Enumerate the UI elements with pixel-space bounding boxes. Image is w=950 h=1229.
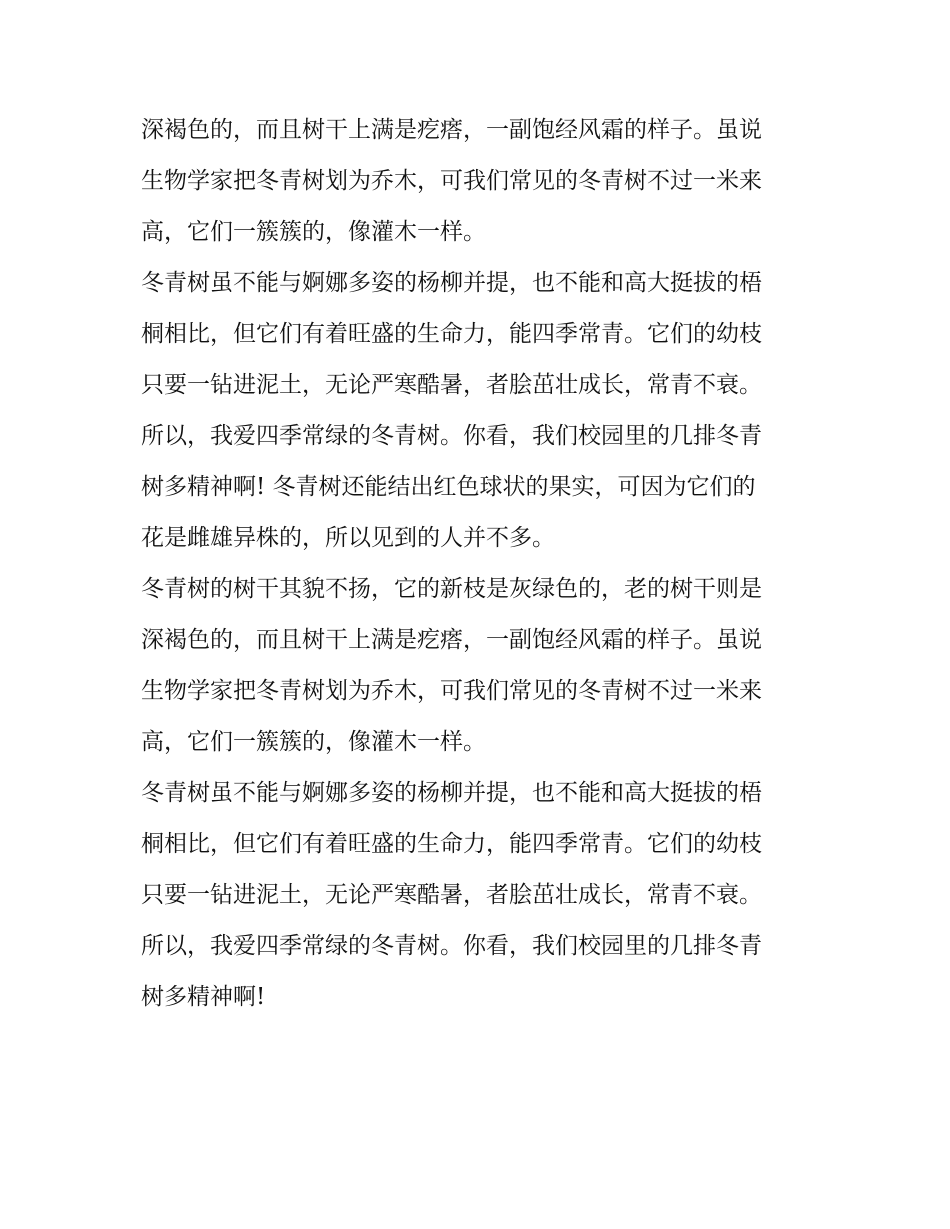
text-line: 树多精神啊! — [141, 984, 266, 1010]
text-line: 冬青树的树干其貌不扬，它的新枝是灰绿色的，老的树干则是 — [141, 576, 762, 602]
text-line: 深褐色的，而且树干上满是疙瘩，一副饱经风霜的样子。虽说 — [141, 627, 762, 653]
body-text — [141, 105, 821, 1023]
text-line: 花是雌雄异株的，所以见到的人并不多。 — [141, 525, 555, 551]
text-line: 桐相比，但它们有着旺盛的生命力，能四季常青。它们的幼枝 — [141, 831, 762, 857]
text-line: 树多精神啊! 冬青树还能结出红色球状的果实，可因为它们的 — [141, 474, 756, 500]
text-line: 只要一钻进泥土，无论严寒酷暑，者脍茁壮成长，常青不衰。 — [141, 372, 762, 398]
text-line: 冬青树虽不能与婀娜多姿的杨柳并提，也不能和高大挺拔的梧 — [141, 780, 762, 806]
text-line: 桐相比，但它们有着旺盛的生命力，能四季常青。它们的幼枝 — [141, 321, 762, 347]
text-line: 高，它们一簇簇的，像灌木一样。 — [141, 219, 486, 245]
text-line: 生物学家把冬青树划为乔木，可我们常见的冬青树不过一米来 — [141, 678, 762, 704]
text-line: 所以，我爱四季常绿的冬青树。你看，我们校园里的几排冬青 — [141, 933, 762, 959]
text-line: 高，它们一簇簇的，像灌木一样。 — [141, 729, 486, 755]
text-line: 只要一钻进泥土，无论严寒酷暑，者脍茁壮成长，常青不衰。 — [141, 882, 762, 908]
text-line: 冬青树虽不能与婀娜多姿的杨柳并提，也不能和高大挺拔的梧 — [141, 270, 762, 296]
text-line: 深褐色的，而且树干上满是疙瘩，一副饱经风霜的样子。虽说 — [141, 117, 762, 143]
text-line: 生物学家把冬青树划为乔木，可我们常见的冬青树不过一米来 — [141, 168, 762, 194]
text-line: 所以，我爱四季常绿的冬青树。你看，我们校园里的几排冬青 — [141, 423, 762, 449]
